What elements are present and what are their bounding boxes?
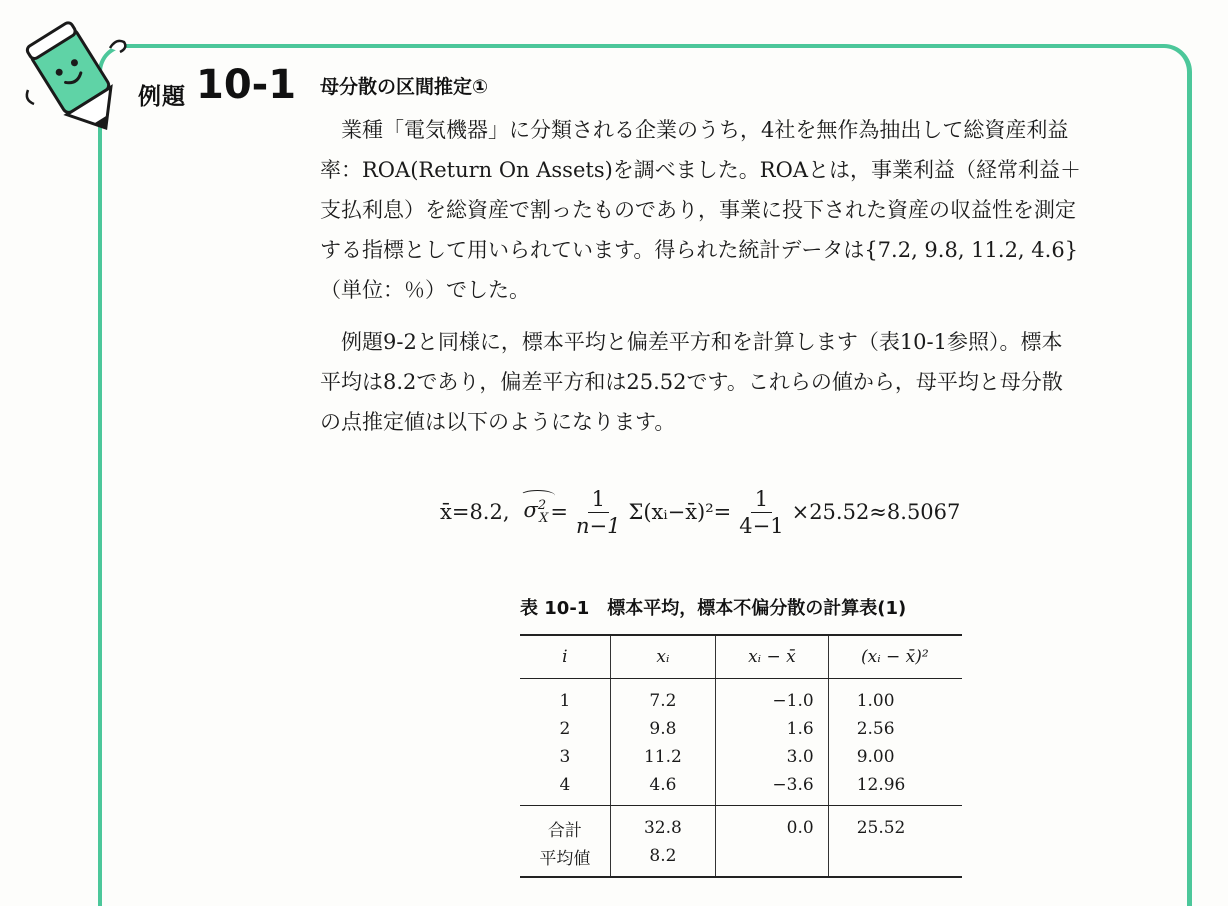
paragraph-line: 率：ROA(Return On Assets)を調べました。ROAとは，事業利益（経常利益＋ [320,158,1081,182]
table-mean-row [520,842,962,877]
cell-deviation: −3.6 [716,771,829,806]
sigma-symbol: σ [523,497,538,522]
cell-total-label: 合計 [547,820,582,841]
paragraph-line: の点推定値は以下のようになります。 [320,410,676,434]
header-deviation: xᵢ − x̄ [716,635,829,679]
paragraph-line: 例題9-2と同様に，標本平均と偏差平方和を計算します（表10-1参照）。標本 [341,330,1063,354]
paragraph-line: （単位：％）でした。 [320,278,530,302]
problem-paragraph [320,110,1170,310]
cell-squared-deviation: 1.00 [828,679,962,716]
table-header-row [520,635,962,679]
cell-squared-deviation: 12.96 [828,771,962,806]
table-row [520,715,962,743]
result-expression: ×25.52≈8.5067 [791,500,961,524]
example-number: 10-1 [196,62,297,108]
header-value: xᵢ [610,635,715,679]
cell-mean-label: 平均値 [520,842,610,877]
example-topic: 母分散の区間推定① [320,76,489,98]
fraction-numerator: 1 [751,486,772,513]
cell-index: 1 [559,691,571,711]
header-squared-deviation: (xᵢ − x̄)² [828,635,962,679]
cell-mean-deviation [716,842,829,877]
equals-sign: = [550,500,569,524]
cell-mean-value: 8.2 [610,842,715,877]
paragraph-line: 平均は8.2であり，偏差平方和は25.52です。これらの値から，母平均と母分散 [320,370,1063,394]
fraction-denominator: n−1 [576,513,621,538]
explanation-paragraph [320,322,1170,442]
cell-mean-squared-deviation [828,842,962,877]
sample-mean-expression: x̄=8.2, [440,500,510,524]
cell-value: 9.8 [610,715,715,743]
cell-total-value: 32.8 [610,806,715,843]
fraction-one-over-n-minus-one [572,486,624,539]
variance-estimator-symbol [524,498,549,526]
table-total-row [520,806,962,843]
cell-deviation: 1.6 [716,715,829,743]
paragraph-line: 支払利息）を総資産で割ったものであり，事業に投下された資産の収益性を測定 [320,198,1076,222]
table-row [520,679,962,716]
table-row [520,743,962,771]
cell-value: 11.2 [610,743,715,771]
cell-total-deviation: 0.0 [716,806,829,843]
table-caption: 表 10-1 標本平均，標本不偏分散の計算表(1) [520,598,907,619]
fraction-denominator: 4−1 [739,513,784,538]
paragraph-line: 業種「電気機器」に分類される企業のうち，4社を無作為抽出して総資産利益 [341,118,1069,142]
sigma-subscript: X [539,511,549,527]
pencil-mascot-icon [22,20,132,140]
fraction-numerator: 1 [588,486,609,513]
cell-deviation: −1.0 [716,679,829,716]
table-row [520,771,962,806]
cell-value: 7.2 [610,679,715,716]
cell-squared-deviation: 2.56 [828,715,962,743]
paragraph-line: する指標として用いられています。得られた統計データは{7.2, 9.8, 11.2, 4.6} [320,238,1079,262]
example-label: 例題 [138,84,186,110]
sum-of-squares-expression: Σ(xᵢ−x̄)²= [628,500,732,524]
cell-index: 2 [559,719,571,739]
cell-deviation: 3.0 [716,743,829,771]
sigma-superscript: 2 [537,497,547,513]
cell-index: 4 [520,771,610,806]
cell-squared-deviation: 9.00 [828,743,962,771]
cell-total-squared-deviation: 25.52 [828,806,962,843]
calculation-table [520,634,962,878]
point-estimate-formula [440,482,960,542]
cell-index: 3 [559,747,571,767]
fraction-one-over-four-minus-one [735,486,787,539]
cell-value: 4.6 [610,771,715,806]
header-index: i [520,635,610,679]
